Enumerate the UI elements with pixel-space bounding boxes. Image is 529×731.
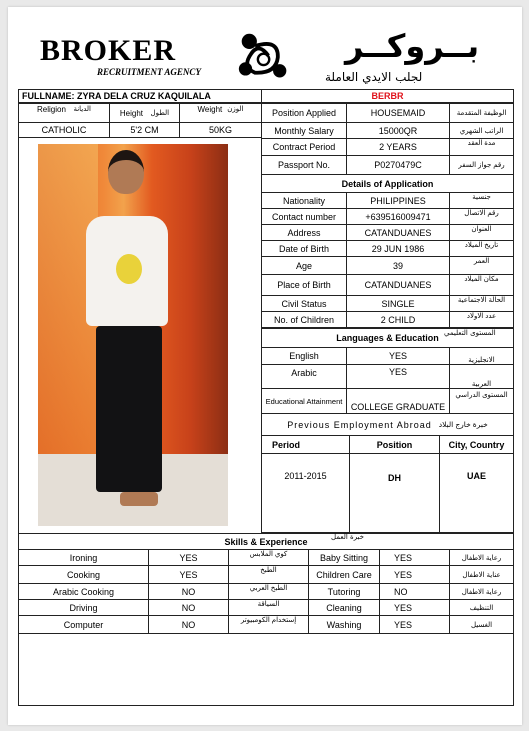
religion-label-ar: الديانة (73, 106, 91, 113)
detail-value: PHILIPPINES (347, 193, 450, 209)
skill-label-ar: السياقة (229, 600, 309, 616)
education-label-ar: المستوى الدراسي (450, 389, 514, 414)
detail-label-ar: الحالة الاجتماعية (450, 296, 514, 312)
header-banner (20, 14, 502, 89)
education-label: Educational Attainment (262, 389, 347, 414)
arabic-label: Arabic (262, 365, 347, 389)
religion-label: Religion (37, 105, 66, 114)
applicant-photo (38, 144, 228, 526)
skill-label-ar: الطبخ العربي (229, 584, 309, 600)
detail-label: Age (262, 257, 347, 275)
detail-label-ar: العنوان (450, 225, 514, 241)
detail-label-ar: جنسية (450, 193, 514, 209)
languages-title-ar: المستوى التعليمي (444, 329, 496, 337)
photo-feet (120, 492, 158, 506)
skill-value: NO (380, 584, 450, 600)
skill-label-ar: كوي الملابس (229, 550, 309, 566)
employment-header-period: Period (262, 436, 350, 454)
detail-label: Civil Status (262, 296, 347, 312)
detail-label-ar: رقم الاتصال (450, 209, 514, 225)
height-label: Height (119, 108, 144, 118)
employment-title-ar: خبرة خارج البلاد (438, 420, 488, 429)
detail-label: Nationality (262, 193, 347, 209)
skills-title-ar: خبرة العمل (331, 533, 364, 541)
arabic-value: YES (347, 365, 450, 389)
fullname-label: FULLNAME: (22, 91, 75, 101)
details-title: Details of Application (262, 175, 514, 193)
height-value: 5'2 CM (110, 123, 180, 138)
skill-value: YES (380, 600, 450, 616)
education-value: COLLEGE GRADUATE (347, 389, 450, 414)
height-label-ar: الطول (150, 110, 170, 117)
skill-value: YES (380, 566, 450, 584)
position-label-ar: الوظيفة المتقدمة (450, 103, 514, 123)
company-logo-icon (236, 29, 293, 86)
skills-title-text: Skills & Experience (224, 536, 308, 547)
fullname-row (18, 89, 262, 103)
applicant-code: BERBR (262, 89, 514, 103)
passport-label-ar: رقم جواز السفر (450, 156, 514, 175)
arabic-logo-main: بــروكــر (345, 27, 480, 65)
detail-label-ar: تاريخ الميلاد (450, 241, 514, 257)
skill-value: NO (149, 600, 229, 616)
religion-value: CATHOLIC (18, 123, 110, 138)
detail-label-ar: مكان الميلاد (450, 275, 514, 296)
logo-sub-text: RECRUITMENT AGENCY (97, 67, 201, 77)
skill-value: YES (380, 616, 450, 634)
skill-label: Arabic Cooking (18, 584, 149, 600)
skill-label: Children Care (309, 566, 380, 584)
contract-label: Contract Period (262, 139, 347, 156)
skill-label: Baby Sitting (309, 550, 380, 566)
weight-label: Weight (197, 105, 223, 114)
detail-label-ar: عدد الاولاد (450, 312, 514, 328)
contract-label-ar: مدة العقد (450, 139, 514, 156)
skill-label-ar: الطبخ (229, 566, 309, 584)
weight-label-cell (180, 103, 262, 123)
skill-label: Cooking (18, 566, 149, 584)
height-label-cell (110, 103, 180, 123)
skill-value: NO (149, 616, 229, 634)
skill-value: NO (149, 584, 229, 600)
skill-label: Tutoring (309, 584, 380, 600)
employment-row-period: 2011-2015 (262, 454, 350, 533)
passport-value: P0270479C (347, 156, 450, 175)
photo-pants (96, 326, 162, 492)
arabic-logo-sub: لجلب الايدي العاملة (325, 70, 423, 84)
photo-shirt-print (116, 254, 142, 284)
detail-value: CATANDUANES (347, 275, 450, 296)
employment-header-location: City, Country (440, 436, 514, 454)
skill-value: YES (380, 550, 450, 566)
fullname-value: ZYRA DELA CRUZ KAQUILALA (77, 91, 211, 101)
english-label-ar: الانجليزية (450, 348, 514, 365)
salary-label-ar: الراتب الشهري (450, 123, 514, 139)
employment-title (262, 414, 514, 436)
skill-label: Washing (309, 616, 380, 634)
employment-row-position: DH (350, 454, 440, 533)
skills-title (18, 533, 514, 550)
contract-value: 2 YEARS (347, 139, 450, 156)
detail-label-ar: العمر (450, 257, 514, 275)
detail-value: 29 JUN 1986 (347, 241, 450, 257)
detail-label: Date of Birth (262, 241, 347, 257)
position-value: HOUSEMAID (347, 103, 450, 123)
skill-value: YES (149, 566, 229, 584)
skill-label-ar: عناية الاطفال (450, 566, 514, 584)
employment-title-text: Previous Employment Abroad (287, 419, 432, 430)
skill-value: YES (149, 550, 229, 566)
skill-label: Computer (18, 616, 149, 634)
languages-title-text: Languages & Education (336, 333, 439, 343)
photo-head (108, 150, 144, 194)
detail-value: 39 (347, 257, 450, 275)
detail-value: +639516009471 (347, 209, 450, 225)
weight-value: 50KG (180, 123, 262, 138)
position-label: Position Applied (262, 103, 347, 123)
detail-label: Contact number (262, 209, 347, 225)
employment-row-location: UAE (440, 454, 514, 533)
skill-label: Ironing (18, 550, 149, 566)
skill-label-ar: رعاية الاطفال (450, 550, 514, 566)
document-page (8, 7, 522, 725)
religion-label-cell (18, 103, 110, 123)
skill-label-ar: إستخدام الكومبيوتر (229, 616, 309, 634)
detail-label: Place of Birth (262, 275, 347, 296)
skill-label: Driving (18, 600, 149, 616)
salary-label: Monthly Salary (262, 123, 347, 139)
english-value: YES (347, 348, 450, 365)
skill-label: Cleaning (309, 600, 380, 616)
logo-main-text: BROKER (40, 34, 177, 67)
detail-label: Address (262, 225, 347, 241)
detail-label: No. of Children (262, 312, 347, 328)
arabic-label-ar: العربية (450, 365, 514, 389)
detail-value: CATANDUANES (347, 225, 450, 241)
salary-value: 15000QR (347, 123, 450, 139)
passport-label: Passport No. (262, 156, 347, 175)
weight-label-ar: الوزن (227, 106, 244, 113)
detail-value: 2 CHILD (347, 312, 450, 328)
skill-label-ar: الغسيل (450, 616, 514, 634)
employment-header-position: Position (350, 436, 440, 454)
skill-label-ar: رعاية الاطفال (450, 584, 514, 600)
detail-value: SINGLE (347, 296, 450, 312)
english-label: English (262, 348, 347, 365)
skill-label-ar: التنظيف (450, 600, 514, 616)
